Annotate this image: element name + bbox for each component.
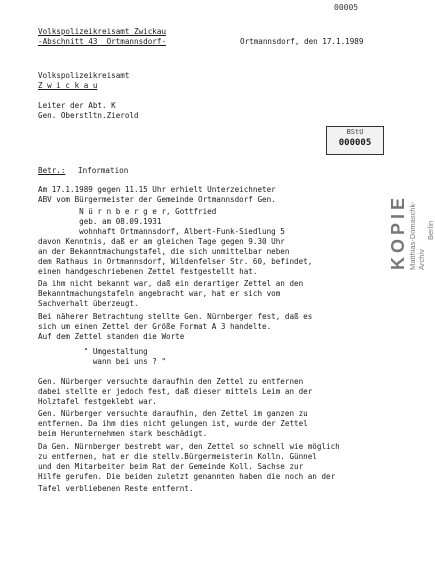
sender-line-1: Volkspolizeikreisamt Zwickau [38,27,167,36]
body-line: Da ihm nicht bekannt war, daß ein derartiger Zettel an den [38,279,304,288]
archive-stamp-word: KOPIE [388,193,408,270]
sender-line-2: -Abschnitt 43 Ortmannsdorf- [38,37,167,46]
body-line: und den Mitarbeiter beim Rat der Gemeinde Koll. Sachse zur [38,462,304,471]
recipient-line-3: Leiter der Abt. K [38,101,116,110]
archive-stamp-line-2: Berlin [426,220,435,240]
quote-line-1: " Umgestaltung [38,347,148,356]
page-number: 00005 [334,3,359,12]
body-line: Hilfe gerufen. Die beiden zuletzt genannten haben die noch an der [38,472,336,481]
body-line: sich um einen Zettel der Größe Format A 3 handelte. [38,322,272,331]
quote-line-2: wann bei uns ? " [38,357,167,366]
body-line: Bei näherer Betrachtung stellte Gen. Nürnberger fest, daß es [38,312,313,321]
body-line: dabei stellte er jedoch fest, daß dieser mittels Leim an der [38,387,313,396]
recipient-line-1: Volkspolizeikreisamt [38,71,130,80]
bstu-stamp-label: BStU [346,128,364,136]
body-line: Holztafel festgeklebt war. [38,397,157,406]
body-line: Bekanntmachungstafeln angebracht war, hat er sich vom [38,289,281,298]
body-line: an der Bekanntmachungstafel, die sich unmittelbar neben [38,247,290,256]
body-line: Am 17.1.1989 gegen 11.15 Uhr erhielt Unterzeichneter [38,185,276,194]
subject-label: Betr.: [38,166,66,175]
body-line: N ü r n b e r g e r, Gottfried [38,207,217,216]
body-line: dem Rathaus in Ortmannsdorf, Wildenfelser Str. 60, befindet, [38,257,313,266]
archive-stamp-line-1: Matthias-Domaschk-Archiv [408,201,426,270]
body-line: Da Gen. Nürnberger bestrebt war, den Zettel so schnell wie möglich [38,442,340,451]
body-line: davon Kenntnis, daß er am gleichen Tage gegen 9.30 Uhr [38,237,285,246]
body-line: entfernen. Da ihm dies nicht gelungen ist, wurde der Zettel [38,419,308,428]
body-line: einen handgeschriebenen Zettel festgestellt hat. [38,267,258,276]
body-line: Auf dem Zettel standen die Worte [38,332,185,341]
body-line: Gen. Nürberger versuchte daraufhin, den Zettel im ganzen zu [38,409,308,418]
bstu-stamp [326,126,384,155]
subject-text: Information [78,166,129,175]
place-date: Ortmannsdorf, den 17.1.1989 [240,37,364,46]
body-line: beim Herunternehmen stark beschädigt. [38,429,208,438]
body-line: ABV vom Bürgermeister der Gemeinde Ortmannsdorf Gen. [38,195,276,204]
recipient-line-4: Gen. Oberstltn.Zierold [38,111,139,120]
body-line: Sachverhalt überzeugt. [38,299,139,308]
body-line: wohnhaft Ortmannsdorf, Albert-Funk-Siedlung 5 [38,227,285,236]
recipient-line-2: Z w i c k a u [38,81,98,90]
archive-stamp [388,194,435,270]
body-line: zu entfernen, hat er die stellv.Bürgermeisterin Kolln. Günnel [38,452,317,461]
body-line: geb. am 08.09.1931 [38,217,162,226]
body-line: Gen. Nürberger versuchte daraufhin den Zettel zu entfernen [38,377,304,386]
body-line: Tafel verbliebenen Reste entfernt. [38,484,194,493]
bstu-stamp-number: 000005 [338,138,372,148]
